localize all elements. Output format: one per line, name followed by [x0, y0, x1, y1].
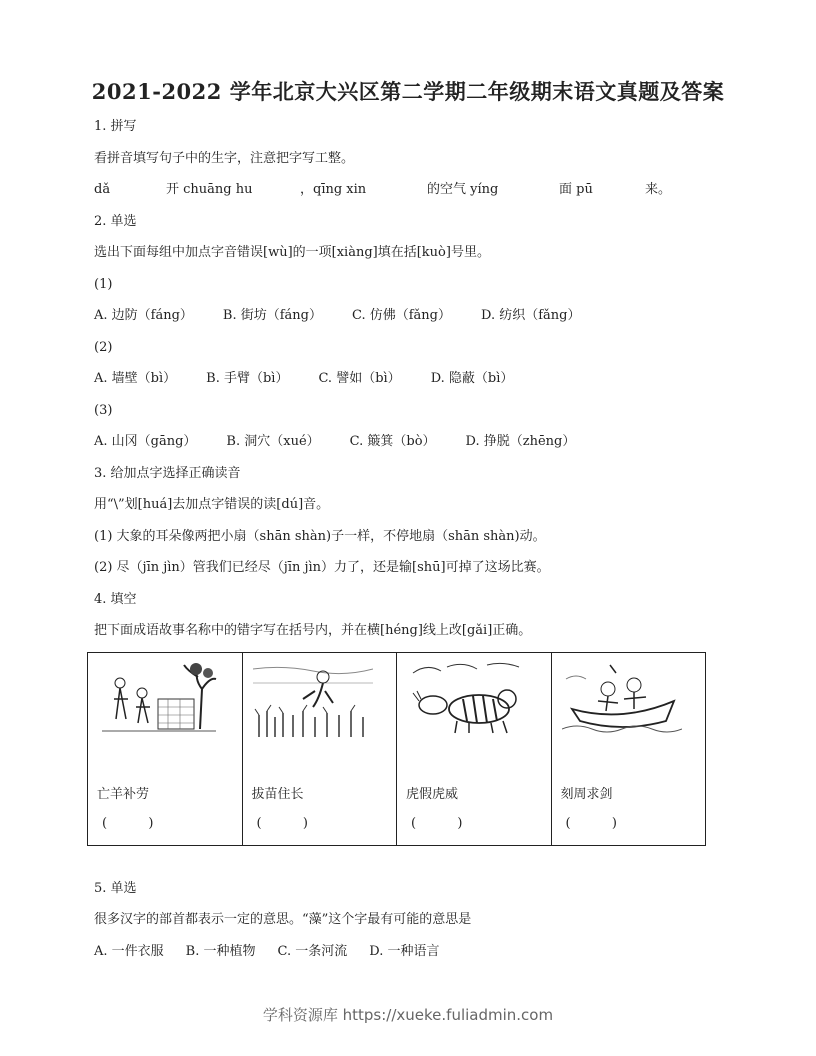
option: B. 手臂（bì） — [206, 371, 289, 386]
q4-heading: 4. 填空 — [94, 592, 137, 607]
idiom-cell — [397, 653, 552, 846]
boat-sword-illustration — [562, 659, 682, 737]
option: D. 隐蔽（bì） — [430, 371, 514, 386]
idiom-name: 亡羊补劳 — [97, 787, 150, 802]
q4-instruction: 把下面成语故事名称中的错字写在括号内，并在横[héng]线上改[gǎi]正确。 — [94, 623, 532, 638]
answer-parentheses: ( ) — [565, 816, 617, 831]
idiom-cell — [551, 653, 706, 846]
option: D. 挣脱（zhēng） — [465, 434, 576, 449]
option: A. 墙壁（bì） — [94, 371, 177, 386]
option: B. 洞穴（xué） — [226, 434, 320, 449]
pinyin-part: 来。 — [645, 182, 672, 197]
idiom-cell — [88, 653, 243, 846]
q2-group-number: (1) — [94, 277, 113, 292]
q1-heading: 1. 拼写 — [94, 119, 137, 134]
pinyin-part: 面 pū — [559, 182, 593, 197]
q3-instruction: 用“\”划[huá]去加点字错误的读[dú]音。 — [94, 497, 330, 512]
sheep-pen-illustration — [98, 659, 218, 737]
option: A. 山冈（gāng） — [94, 434, 197, 449]
q2-group-options — [94, 370, 543, 388]
answer-parentheses: ( ) — [411, 816, 463, 831]
idiom-name: 刻周求剑 — [560, 787, 613, 802]
pinyin-part: 的空气 yíng — [427, 182, 499, 197]
answer-parentheses: ( ) — [256, 816, 308, 831]
pinyin-part: dǎ — [94, 182, 111, 197]
option: D. 纺织（fǎng） — [481, 308, 581, 323]
footer-watermark: 学科资源库 https://xueke.fuliadmin.com — [262, 1006, 554, 1024]
q2-instruction: 选出下面每组中加点字音错误[wù]的一项[xiàng]填在括[kuò]号里。 — [94, 245, 490, 260]
idiom-name: 拔苗住长 — [251, 787, 304, 802]
q5-options — [94, 943, 469, 961]
q2-group-options — [94, 307, 611, 325]
idiom-name: 虎假虎威 — [406, 787, 459, 802]
q3-heading: 3. 给加点字选择正确读音 — [94, 466, 241, 481]
option: D. 一种语言 — [369, 944, 440, 959]
option: A. 一件衣服 — [94, 944, 164, 959]
pinyin-part: ，qīng xin — [300, 182, 367, 197]
option: C. 一条河流 — [277, 944, 348, 959]
idiom-table — [87, 652, 706, 846]
q3-item: (2) 尽（jīn jìn）管我们已经尽（jīn jìn）力了，还是输[shū]可掉了这场比赛。 — [94, 560, 550, 575]
pinyin-part: 开 chuāng hu — [166, 182, 253, 197]
q2-group-number: (3) — [94, 403, 113, 418]
q2-group-number: (2) — [94, 340, 113, 355]
document-title: 2021-2022 学年北京大兴区第二学期二年级期末语文真题及答案 — [91, 79, 725, 104]
option: C. 簸箕（bò） — [349, 434, 436, 449]
idiom-cell — [242, 653, 397, 846]
q1-pinyin-row — [94, 181, 714, 199]
q2-group-options — [94, 433, 605, 451]
option: C. 仿佛（fǎng） — [352, 308, 452, 323]
q2-heading: 2. 单选 — [94, 214, 137, 229]
q5-heading: 5. 单选 — [94, 881, 137, 896]
option: A. 边防（fáng） — [94, 308, 193, 323]
q5-instruction: 很多汉字的部首都表示一定的意思。“藻”这个字最有可能的意思是 — [94, 912, 472, 927]
option: B. 一种植物 — [185, 944, 256, 959]
fox-and-tiger-illustration — [407, 659, 527, 737]
option: B. 街坊（fáng） — [222, 308, 322, 323]
option: C. 譬如（bì） — [318, 371, 401, 386]
pulling-seedlings-illustration — [253, 659, 373, 737]
q3-item: (1) 大象的耳朵像两把小扇（shān shàn)子一样，不停地扇（shān shàn)动。 — [94, 529, 546, 544]
answer-parentheses: ( ) — [102, 816, 154, 831]
q1-instruction: 看拼音填写句子中的生字，注意把字写工整。 — [94, 151, 355, 166]
